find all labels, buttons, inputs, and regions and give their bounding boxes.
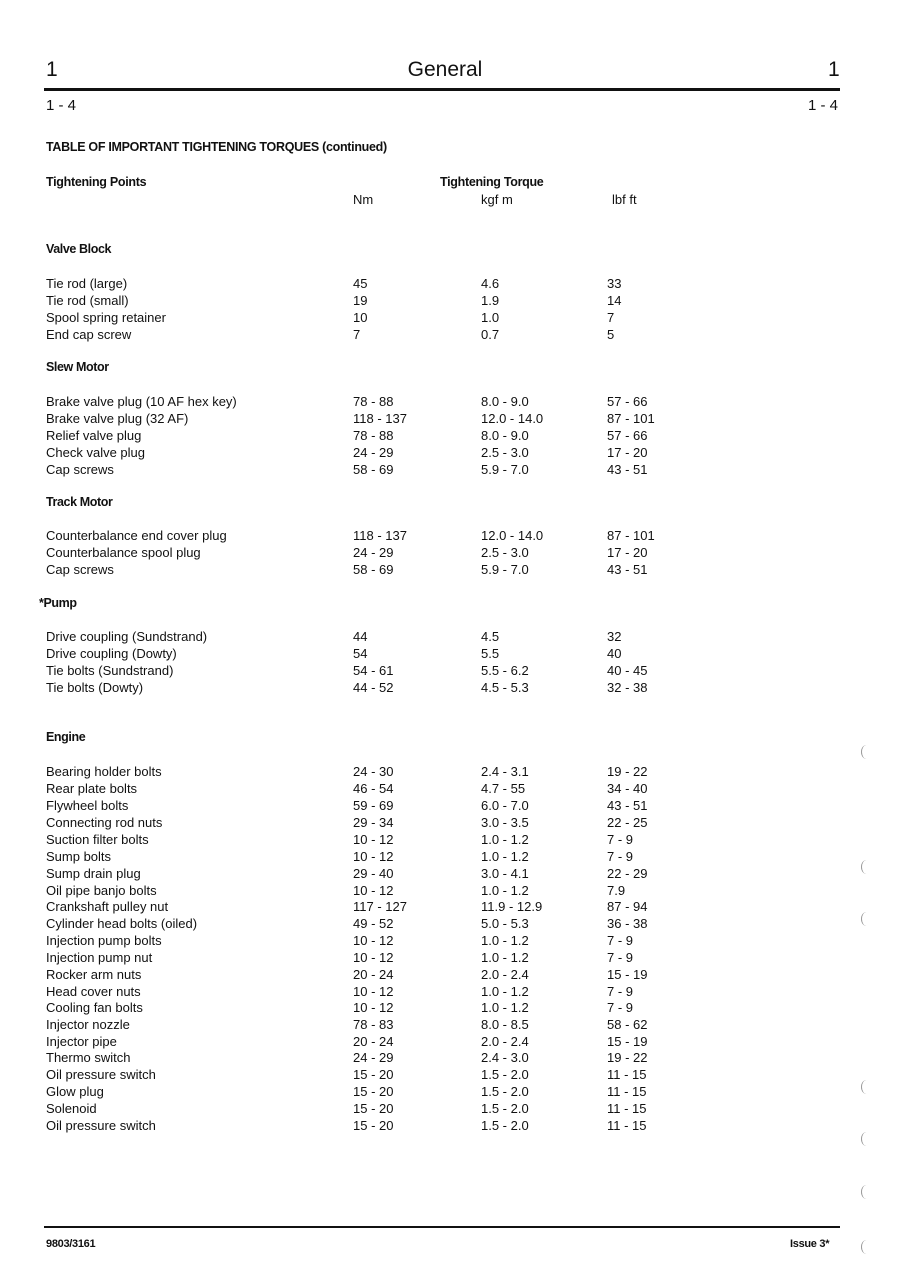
table-row	[0, 462, 909, 479]
point-name: Counterbalance end cover plug	[46, 528, 227, 543]
point-name: Counterbalance spool plug	[46, 545, 201, 560]
value-kgfm: 1.0 - 1.2	[481, 849, 529, 864]
value-nm: 54	[353, 646, 368, 661]
document-number: 9803/3161	[46, 1238, 96, 1250]
value-lbfft: 17 - 20	[607, 445, 648, 460]
value-kgfm: 5.9 - 7.0	[481, 462, 529, 477]
value-lbfft: 40 - 45	[607, 663, 648, 678]
table-row	[0, 1017, 909, 1034]
value-lbfft: 22 - 29	[607, 866, 648, 881]
point-name: Tie rod (small)	[46, 293, 129, 308]
value-kgfm: 4.7 - 55	[481, 781, 526, 796]
value-nm: 54 - 61	[353, 663, 394, 678]
value-kgfm: 1.0 - 1.2	[481, 1000, 529, 1015]
value-nm: 24 - 30	[353, 764, 394, 779]
table-row	[0, 646, 909, 663]
table-row	[0, 562, 909, 579]
value-lbfft: 58 - 62	[607, 1017, 648, 1032]
page-number-right: 1 - 4	[808, 97, 839, 114]
value-lbfft: 57 - 66	[607, 428, 648, 443]
value-lbfft: 34 - 40	[607, 781, 648, 796]
table-row	[0, 394, 909, 411]
value-lbfft: 43 - 51	[607, 562, 648, 577]
point-name: Injector pipe	[46, 1034, 117, 1049]
value-kgfm: 1.0	[481, 310, 500, 325]
value-lbfft: 7.9	[607, 883, 626, 898]
value-nm: 78 - 88	[353, 428, 394, 443]
binder-hole-mark	[861, 1080, 872, 1094]
value-kgfm: 0.7	[481, 327, 500, 342]
section-heading: *Pump	[39, 596, 77, 610]
value-lbfft: 87 - 94	[607, 899, 648, 914]
value-nm: 29 - 40	[353, 866, 394, 881]
value-nm: 117 - 127	[353, 899, 407, 914]
value-lbfft: 19 - 22	[607, 764, 648, 779]
value-nm: 15 - 20	[353, 1067, 394, 1082]
footer-rule	[44, 1226, 840, 1228]
point-name: Rocker arm nuts	[46, 967, 142, 982]
value-nm: 58 - 69	[353, 562, 394, 577]
value-nm: 10 - 12	[353, 950, 394, 965]
value-lbfft: 33	[607, 276, 622, 291]
value-nm: 10 - 12	[353, 832, 394, 847]
value-nm: 10 - 12	[353, 1000, 394, 1015]
value-lbfft: 40	[607, 646, 622, 661]
table-row	[0, 883, 909, 900]
point-name: Cap screws	[46, 462, 114, 477]
value-lbfft: 11 - 15	[607, 1067, 647, 1082]
unit-nm: Nm	[353, 192, 374, 207]
point-name: Head cover nuts	[46, 984, 141, 999]
value-kgfm: 1.0 - 1.2	[481, 883, 529, 898]
value-kgfm: 12.0 - 14.0	[481, 411, 544, 426]
value-kgfm: 5.5 - 6.2	[481, 663, 529, 678]
point-name: Cylinder head bolts (oiled)	[46, 916, 198, 931]
point-name: End cap screw	[46, 327, 132, 342]
table-row	[0, 545, 909, 562]
value-lbfft: 22 - 25	[607, 815, 648, 830]
point-name: Drive coupling (Dowty)	[46, 646, 177, 661]
value-nm: 15 - 20	[353, 1118, 394, 1133]
point-name: Oil pipe banjo bolts	[46, 883, 157, 898]
value-nm: 46 - 54	[353, 781, 394, 796]
value-lbfft: 11 - 15	[607, 1084, 647, 1099]
value-lbfft: 7	[607, 310, 615, 325]
value-lbfft: 7 - 9	[607, 950, 634, 965]
value-nm: 24 - 29	[353, 545, 394, 560]
binder-hole-mark	[861, 1185, 872, 1199]
header-rule	[44, 88, 840, 91]
value-kgfm: 2.5 - 3.0	[481, 545, 529, 560]
column-header-points: Tightening Points	[46, 175, 147, 189]
table-row	[0, 984, 909, 1001]
value-lbfft: 32 - 38	[607, 680, 648, 695]
value-kgfm: 1.5 - 2.0	[481, 1101, 529, 1116]
value-nm: 118 - 137	[353, 411, 407, 426]
table-row	[0, 866, 909, 883]
value-lbfft: 14	[607, 293, 622, 308]
value-lbfft: 7 - 9	[607, 849, 634, 864]
column-header-torque: Tightening Torque	[440, 175, 544, 189]
value-kgfm: 5.9 - 7.0	[481, 562, 529, 577]
value-nm: 118 - 137	[353, 528, 407, 543]
table-row	[0, 849, 909, 866]
point-name: Drive coupling (Sundstrand)	[46, 629, 208, 644]
value-nm: 7	[353, 327, 361, 342]
value-kgfm: 3.0 - 4.1	[481, 866, 529, 881]
section-heading: Valve Block	[46, 242, 112, 256]
value-nm: 19	[353, 293, 368, 308]
value-nm: 29 - 34	[353, 815, 394, 830]
point-name: Glow plug	[46, 1084, 104, 1099]
value-lbfft: 7 - 9	[607, 1000, 634, 1015]
value-kgfm: 4.6	[481, 276, 500, 291]
value-nm: 20 - 24	[353, 967, 394, 982]
table-row	[0, 815, 909, 832]
unit-kgf-m: kgf m	[481, 192, 513, 207]
point-name: Injection pump nut	[46, 950, 153, 965]
point-name: Injector nozzle	[46, 1017, 130, 1032]
point-name: Thermo switch	[46, 1050, 131, 1065]
page-title: General	[407, 58, 483, 81]
value-lbfft: 15 - 19	[607, 967, 648, 982]
value-lbfft: 87 - 101	[607, 411, 655, 426]
table-row	[0, 798, 909, 815]
point-name: Tie rod (large)	[46, 276, 128, 291]
value-lbfft: 7 - 9	[607, 933, 634, 948]
value-nm: 10 - 12	[353, 883, 394, 898]
table-row	[0, 310, 909, 327]
value-kgfm: 1.0 - 1.2	[481, 950, 529, 965]
binder-hole-mark	[861, 912, 872, 926]
table-row	[0, 1050, 909, 1067]
binder-hole-mark	[861, 1240, 872, 1254]
value-nm: 24 - 29	[353, 1050, 394, 1065]
value-kgfm: 5.5	[481, 646, 500, 661]
point-name: Flywheel bolts	[46, 798, 129, 813]
value-nm: 10	[353, 310, 368, 325]
binder-hole-mark	[861, 860, 872, 874]
value-kgfm: 1.5 - 2.0	[481, 1067, 529, 1082]
table-row	[0, 1118, 909, 1135]
value-kgfm: 11.9 - 12.9	[481, 899, 543, 914]
table-row	[0, 411, 909, 428]
point-name: Sump bolts	[46, 849, 112, 864]
table-row	[0, 663, 909, 680]
value-lbfft: 36 - 38	[607, 916, 648, 931]
table-row	[0, 1034, 909, 1051]
value-nm: 78 - 83	[353, 1017, 394, 1032]
table-row	[0, 933, 909, 950]
table-row	[0, 950, 909, 967]
table-row	[0, 276, 909, 293]
value-kgfm: 2.4 - 3.1	[481, 764, 529, 779]
point-name: Oil pressure switch	[46, 1118, 156, 1133]
value-nm: 15 - 20	[353, 1101, 394, 1116]
point-name: Cooling fan bolts	[46, 1000, 143, 1015]
section-number-left: 1	[46, 58, 58, 81]
binder-hole-mark	[861, 1132, 872, 1146]
point-name: Check valve plug	[46, 445, 145, 460]
table-row	[0, 528, 909, 545]
point-name: Bearing holder bolts	[46, 764, 162, 779]
value-lbfft: 5	[607, 327, 615, 342]
value-kgfm: 5.0 - 5.3	[481, 916, 529, 931]
table-row	[0, 899, 909, 916]
value-nm: 45	[353, 276, 368, 291]
binder-hole-mark	[861, 745, 872, 759]
value-kgfm: 8.0 - 9.0	[481, 394, 529, 409]
value-lbfft: 15 - 19	[607, 1034, 648, 1049]
section-heading: Engine	[46, 730, 86, 744]
point-name: Crankshaft pulley nut	[46, 899, 169, 914]
point-name: Solenoid	[46, 1101, 97, 1116]
table-row	[0, 764, 909, 781]
table-row	[0, 445, 909, 462]
point-name: Spool spring retainer	[46, 310, 166, 325]
unit-lbf-ft: lbf ft	[612, 192, 637, 207]
value-lbfft: 7 - 9	[607, 832, 634, 847]
table-row	[0, 1101, 909, 1118]
point-name: Oil pressure switch	[46, 1067, 156, 1082]
point-name: Cap screws	[46, 562, 114, 577]
value-kgfm: 3.0 - 3.5	[481, 815, 529, 830]
point-name: Suction filter bolts	[46, 832, 149, 847]
value-nm: 58 - 69	[353, 462, 394, 477]
table-row	[0, 327, 909, 344]
section-heading: Track Motor	[46, 495, 113, 509]
value-kgfm: 2.0 - 2.4	[481, 1034, 529, 1049]
value-nm: 49 - 52	[353, 916, 394, 931]
page-number-left: 1 - 4	[46, 97, 77, 114]
value-kgfm: 4.5	[481, 629, 500, 644]
value-lbfft: 32	[607, 629, 622, 644]
value-nm: 59 - 69	[353, 798, 394, 813]
value-kgfm: 1.5 - 2.0	[481, 1084, 529, 1099]
point-name: Brake valve plug (32 AF)	[46, 411, 189, 426]
point-name: Tie bolts (Dowty)	[46, 680, 144, 695]
value-nm: 24 - 29	[353, 445, 394, 460]
table-row	[0, 428, 909, 445]
value-nm: 44	[353, 629, 368, 644]
value-kgfm: 2.4 - 3.0	[481, 1050, 529, 1065]
point-name: Relief valve plug	[46, 428, 142, 443]
table-title: TABLE OF IMPORTANT TIGHTENING TORQUES (continued)	[46, 140, 387, 154]
table-row	[0, 293, 909, 310]
point-name: Connecting rod nuts	[46, 815, 163, 830]
value-nm: 10 - 12	[353, 849, 394, 864]
value-kgfm: 8.0 - 9.0	[481, 428, 529, 443]
value-kgfm: 2.0 - 2.4	[481, 967, 529, 982]
value-lbfft: 43 - 51	[607, 798, 648, 813]
value-nm: 15 - 20	[353, 1084, 394, 1099]
value-kgfm: 1.0 - 1.2	[481, 933, 529, 948]
table-row	[0, 1000, 909, 1017]
point-name: Tie bolts (Sundstrand)	[46, 663, 174, 678]
table-row	[0, 781, 909, 798]
table-row	[0, 832, 909, 849]
value-kgfm: 1.0 - 1.2	[481, 984, 529, 999]
value-nm: 10 - 12	[353, 984, 394, 999]
value-lbfft: 87 - 101	[607, 528, 655, 543]
table-row	[0, 680, 909, 697]
value-lbfft: 11 - 15	[607, 1101, 647, 1116]
table-row	[0, 1084, 909, 1101]
section-number-right: 1	[828, 58, 840, 81]
point-name: Rear plate bolts	[46, 781, 138, 796]
issue-label: Issue 3*	[790, 1238, 830, 1250]
table-row	[0, 1067, 909, 1084]
value-lbfft: 11 - 15	[607, 1118, 647, 1133]
value-nm: 78 - 88	[353, 394, 394, 409]
value-lbfft: 7 - 9	[607, 984, 634, 999]
value-lbfft: 57 - 66	[607, 394, 648, 409]
value-kgfm: 1.5 - 2.0	[481, 1118, 529, 1133]
value-lbfft: 17 - 20	[607, 545, 648, 560]
value-kgfm: 8.0 - 8.5	[481, 1017, 529, 1032]
value-kgfm: 1.9	[481, 293, 500, 308]
value-nm: 44 - 52	[353, 680, 394, 695]
value-kgfm: 4.5 - 5.3	[481, 680, 529, 695]
table-row	[0, 629, 909, 646]
value-kgfm: 2.5 - 3.0	[481, 445, 529, 460]
table-row	[0, 967, 909, 984]
value-lbfft: 43 - 51	[607, 462, 648, 477]
value-kgfm: 12.0 - 14.0	[481, 528, 544, 543]
value-lbfft: 19 - 22	[607, 1050, 648, 1065]
point-name: Sump drain plug	[46, 866, 141, 881]
value-kgfm: 6.0 - 7.0	[481, 798, 529, 813]
table-row	[0, 916, 909, 933]
value-kgfm: 1.0 - 1.2	[481, 832, 529, 847]
value-nm: 20 - 24	[353, 1034, 394, 1049]
point-name: Brake valve plug (10 AF hex key)	[46, 394, 237, 409]
point-name: Injection pump bolts	[46, 933, 162, 948]
value-nm: 10 - 12	[353, 933, 394, 948]
section-heading: Slew Motor	[46, 360, 109, 374]
